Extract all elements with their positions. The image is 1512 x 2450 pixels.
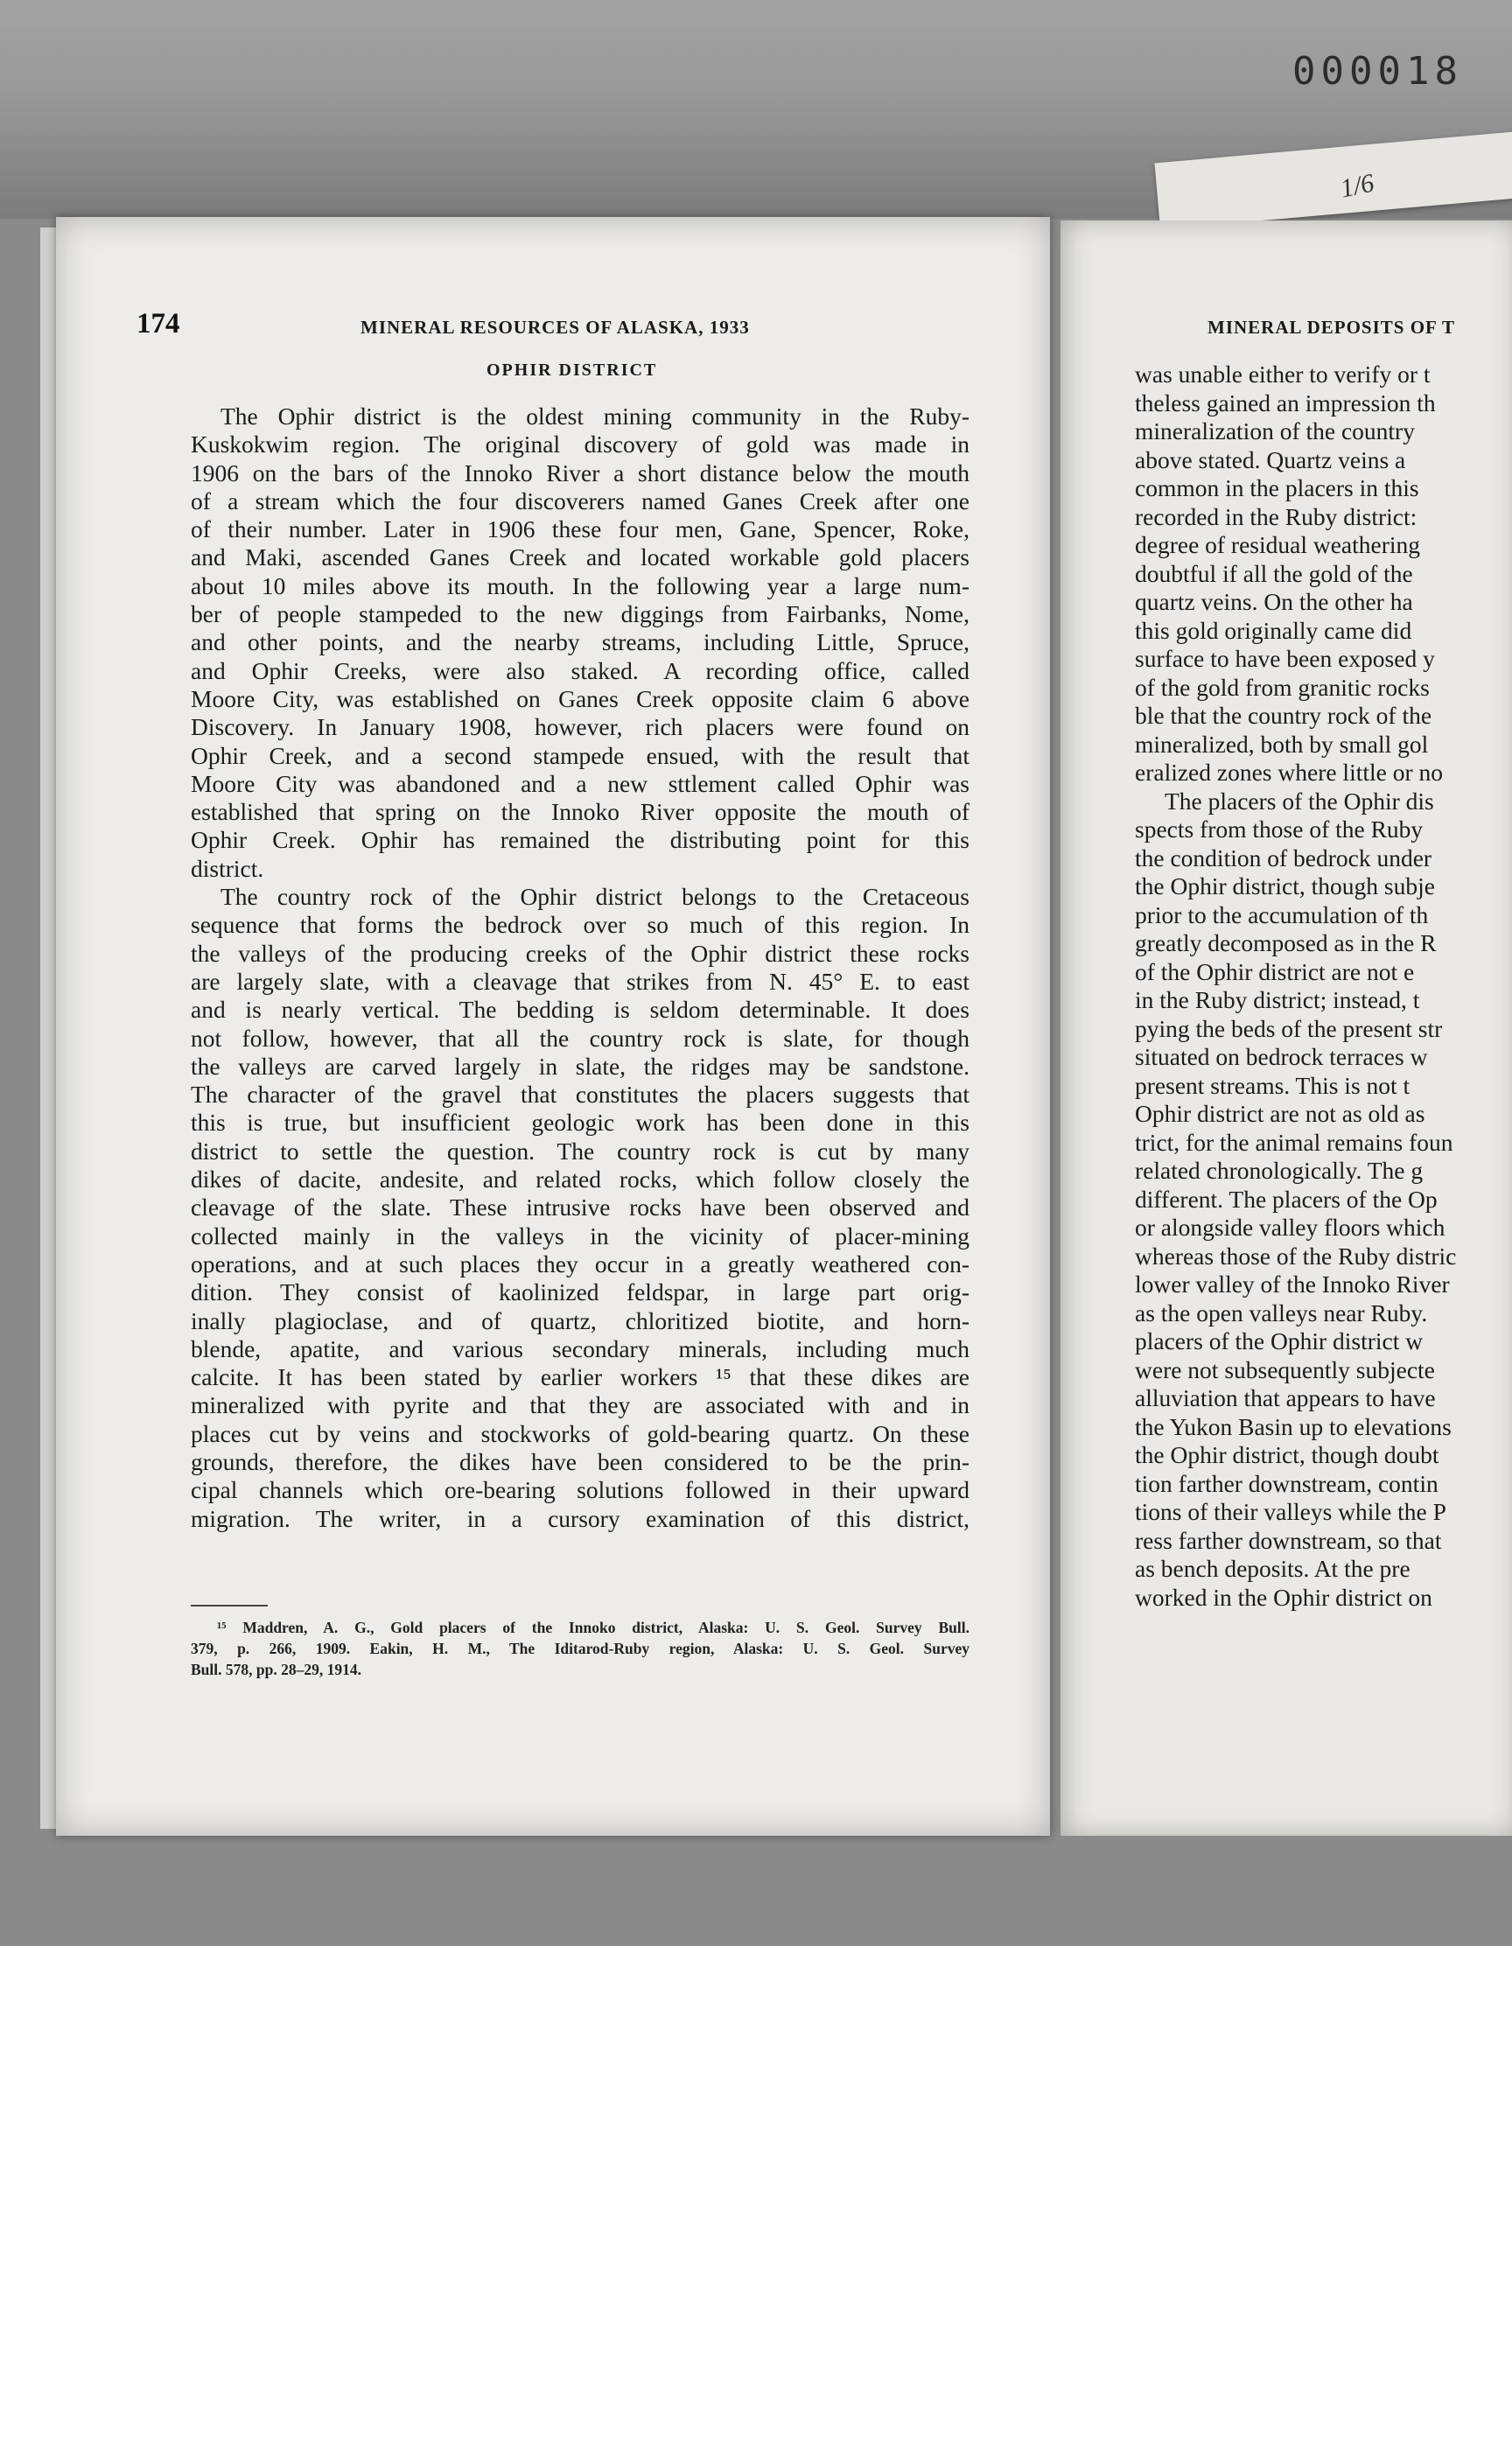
text-line: dikes of dacite, andesite, and related rocks, which follow closely the bbox=[191, 1166, 970, 1194]
text-line: common in the placers in this bbox=[1135, 474, 1419, 501]
text-line: Ophir district are not as old as bbox=[1135, 1100, 1425, 1127]
text-line: 1906 on the bars of the Innoko River a short distance below the mouth bbox=[191, 458, 970, 486]
text-line: migration. The writer, in a cursory examination of this district, bbox=[191, 1504, 970, 1532]
text-line: or alongside valley floors which bbox=[1135, 1214, 1446, 1241]
text-line: of their number. Later in 1906 these four men, Gane, Spencer, Roke, bbox=[191, 515, 970, 543]
text-line: situated on bedrock terraces w bbox=[1135, 1043, 1428, 1070]
text-line: eralized zones where little or no bbox=[1135, 759, 1443, 786]
archive-stamp-number: 000018 bbox=[1292, 49, 1463, 94]
text-line: degree of residual weathering bbox=[1135, 531, 1421, 558]
text-line: inally plagioclase, and of quartz, chloritized biotite, and horn- bbox=[191, 1306, 970, 1334]
text-line: quartz veins. On the other ha bbox=[1135, 588, 1413, 615]
text-line: the Ophir district, though subje bbox=[1135, 872, 1435, 900]
text-line: and other points, and the nearby streams, including Little, Spruce, bbox=[191, 628, 970, 656]
text-line: ber of people stampeded to the new diggings from Fairbanks, Nome, bbox=[191, 600, 970, 628]
paragraph bbox=[191, 402, 970, 883]
text-line: and Maki, ascended Ganes Creek and located workable gold placers bbox=[191, 543, 970, 571]
text-line: the condition of bedrock under bbox=[1135, 844, 1432, 872]
text-line: doubtful if all the gold of the bbox=[1135, 559, 1413, 587]
footnote-line: Bull. 578, pp. 28–29, 1914. bbox=[191, 1661, 361, 1678]
text-line: in the Ruby district; instead, t bbox=[1135, 986, 1420, 1013]
right-page bbox=[1060, 220, 1512, 1836]
text-line: cipal channels which ore-bearing solutions followed in their upward bbox=[191, 1476, 970, 1504]
page-number: 174 bbox=[136, 308, 180, 340]
text-line: related chronologically. The g bbox=[1135, 1157, 1424, 1184]
text-line: lower valley of the Innoko River bbox=[1135, 1270, 1450, 1298]
text-line: collected mainly in the valleys in the vicinity of placer-mining bbox=[191, 1222, 970, 1250]
text-line: Kuskokwim region. The original discovery of gold was made in bbox=[191, 430, 970, 458]
text-line: grounds, therefore, the dikes have been considered to be the prin- bbox=[191, 1447, 970, 1475]
footnote-line: 379, p. 266, 1909. Eakin, H. M., The Iditarod-Ruby region, Alaska: U. S. Geol. Survey bbox=[191, 1640, 970, 1657]
text-line: Discovery. In January 1908, however, rich placers were found on bbox=[191, 713, 970, 741]
margin-mark: 1/6 bbox=[1337, 168, 1377, 204]
left-running-head: MINERAL RESOURCES OF ALASKA, 1933 bbox=[360, 317, 750, 338]
text-line: the Yukon Basin up to elevations bbox=[1135, 1412, 1452, 1440]
right-running-head: MINERAL DEPOSITS OF T bbox=[1208, 317, 1455, 338]
text-line: present streams. This is not t bbox=[1135, 1071, 1410, 1099]
text-line: places cut by veins and stockworks of gold-bearing quartz. On these bbox=[191, 1419, 970, 1447]
text-line: greatly decomposed as in the R bbox=[1135, 929, 1437, 956]
text-line: blende, apatite, and various secondary minerals, including much bbox=[191, 1334, 970, 1362]
text-line: were not subsequently subjecte bbox=[1135, 1355, 1435, 1383]
text-line: worked in the Ophir district on bbox=[1135, 1583, 1432, 1611]
text-line: theless gained an impression th bbox=[1135, 388, 1436, 416]
text-line: Moore City was abandoned and a new sttlement called Ophir was bbox=[191, 769, 970, 797]
right-page-body bbox=[1135, 360, 1512, 1612]
footnotes bbox=[191, 1617, 970, 1680]
left-page-body bbox=[191, 402, 970, 1533]
text-line: was unable either to verify or t bbox=[1135, 360, 1431, 388]
text-line: mineralization of the country bbox=[1135, 417, 1415, 444]
text-line: prior to the accumulation of th bbox=[1135, 900, 1429, 928]
section-title: OPHIR DISTRICT bbox=[486, 360, 658, 380]
text-line: whereas those of the Ruby distric bbox=[1135, 1242, 1457, 1270]
text-line: Moore City, was established on Ganes Creek opposite claim 6 above bbox=[191, 684, 970, 712]
text-line: about 10 miles above its mouth. In the following year a large num- bbox=[191, 571, 970, 599]
text-line: and Ophir Creeks, were also staked. A recording office, called bbox=[191, 656, 970, 684]
text-line: of the gold from granitic rocks bbox=[1135, 673, 1430, 701]
text-line: The Ophir district is the oldest mining community in the Ruby- bbox=[220, 402, 970, 430]
text-line: different. The placers of the Op bbox=[1135, 1185, 1438, 1213]
text-line: as bench deposits. At the pre bbox=[1135, 1555, 1410, 1582]
footnote-line: ¹⁵ Maddren, A. G., Gold placers of the Innoko district, Alaska: U. S. Geol. Survey Bull. bbox=[217, 1619, 970, 1636]
text-line: tion farther downstream, contin bbox=[1135, 1469, 1438, 1497]
text-line: The character of the gravel that constitutes the placers suggests that bbox=[191, 1081, 970, 1109]
text-line: operations, and at such places they occur in a greatly weathered con- bbox=[191, 1250, 970, 1278]
text-line: sequence that forms the bedrock over so much of this region. In bbox=[191, 911, 970, 939]
text-line: alluviation that appears to have bbox=[1135, 1384, 1436, 1411]
footnote-rule bbox=[191, 1605, 268, 1606]
text-line: surface to have been exposed y bbox=[1135, 645, 1435, 672]
text-line: The country rock of the Ophir district belongs to the Cretaceous bbox=[220, 883, 970, 911]
text-line: Ophir Creek, and a second stampede ensued, with the result that bbox=[191, 741, 970, 769]
text-line: cleavage of the slate. These intrusive rocks have been observed and bbox=[191, 1194, 970, 1222]
text-line: this is true, but insufficient geologic work has been done in this bbox=[191, 1109, 970, 1137]
text-line: trict, for the animal remains foun bbox=[1135, 1128, 1453, 1156]
text-line: recorded in the Ruby district: bbox=[1135, 502, 1418, 530]
text-line: ress farther downstream, so that bbox=[1135, 1526, 1442, 1554]
text-line: above stated. Quartz veins a bbox=[1135, 445, 1406, 473]
text-line: mineralized with pyrite and that they are associated with and in bbox=[191, 1391, 970, 1419]
text-line: mineralized, both by small gol bbox=[1135, 730, 1429, 758]
text-line: and is nearly vertical. The bedding is seldom determinable. It does bbox=[191, 996, 970, 1024]
paragraph bbox=[191, 883, 970, 1533]
text-line: the valleys of the producing creeks of the Ophir district these rocks bbox=[191, 939, 970, 967]
text-line: the Ophir district, though doubt bbox=[1135, 1441, 1439, 1468]
text-line: the valleys are carved largely in slate, the ridges may be sandstone. bbox=[191, 1052, 970, 1080]
text-line: district to settle the question. The country rock is cut by many bbox=[191, 1137, 970, 1165]
text-line: spects from those of the Ruby bbox=[1135, 816, 1424, 843]
text-line: this gold originally came did bbox=[1135, 616, 1412, 644]
text-line: dition. They consist of kaolinized feldspar, in large part orig- bbox=[191, 1278, 970, 1306]
text-line: are largely slate, with a cleavage that strikes from N. 45° E. to east bbox=[191, 967, 970, 995]
text-line: of the Ophir district are not e bbox=[1135, 957, 1415, 985]
text-line: ble that the country rock of the bbox=[1135, 702, 1432, 729]
text-line: of a stream which the four discoverers named Ganes Creek after one bbox=[191, 486, 970, 514]
text-line: Ophir Creek. Ophir has remained the distributing point for this bbox=[191, 826, 970, 854]
text-line: The placers of the Ophir dis bbox=[1165, 787, 1434, 815]
text-line: district. bbox=[191, 854, 264, 882]
text-line: as the open valleys near Ruby. bbox=[1135, 1298, 1428, 1326]
text-line: tions of their valleys while the P bbox=[1135, 1498, 1446, 1525]
text-line: established that spring on the Innoko River opposite the mouth of bbox=[191, 798, 970, 826]
text-line: not follow, however, that all the country rock is slate, for though bbox=[191, 1024, 970, 1052]
text-line: placers of the Ophir district w bbox=[1135, 1327, 1424, 1354]
text-line: calcite. It has been stated by earlier workers ¹⁵ that these dikes are bbox=[191, 1363, 970, 1391]
text-line: pying the beds of the present str bbox=[1135, 1014, 1443, 1042]
